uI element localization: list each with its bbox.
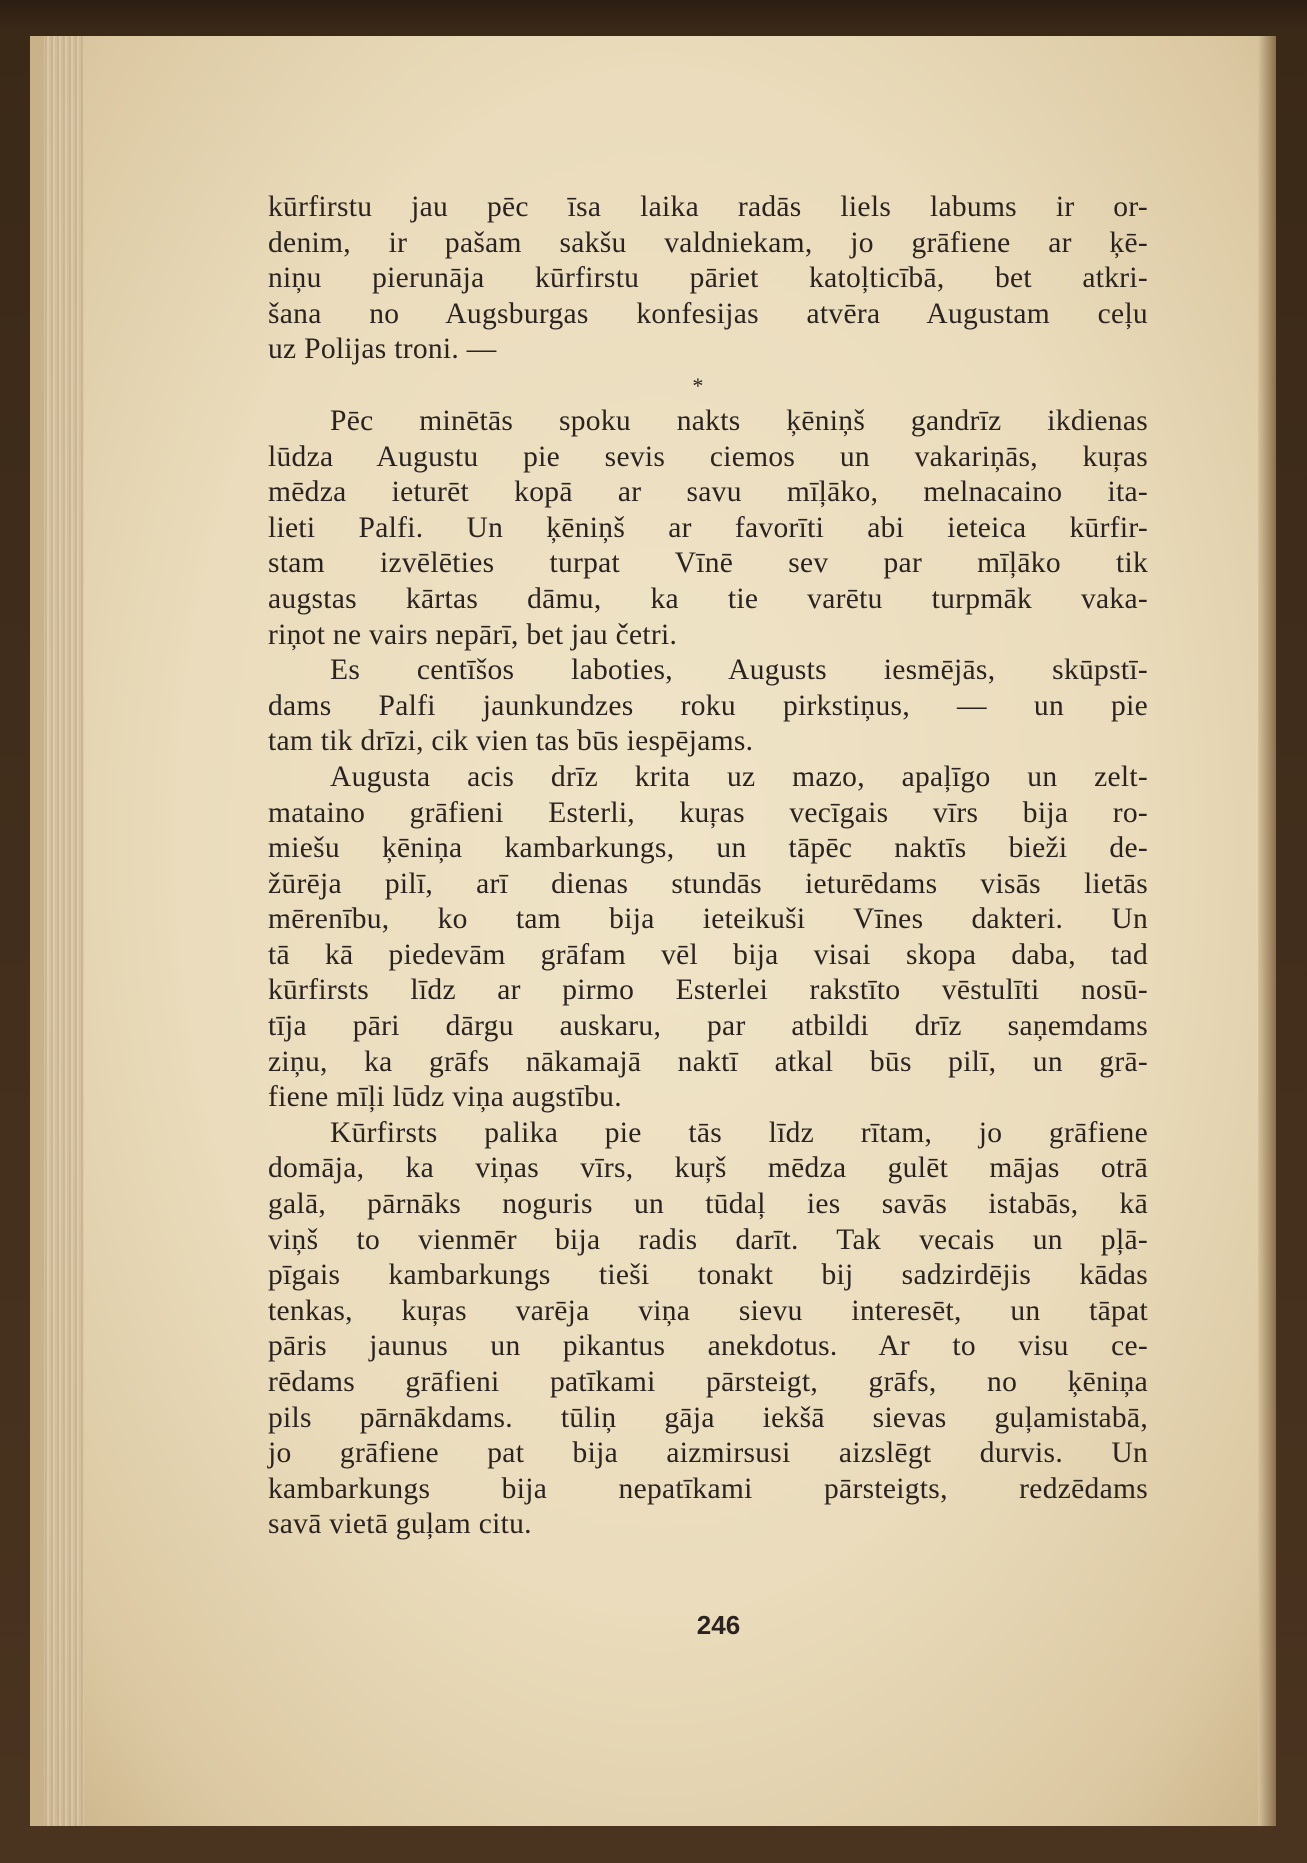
text-line: Pēc minētās spoku nakts ķēniņš gandrīz ikdienas	[330, 404, 1148, 437]
page-number-text: 246	[696, 1610, 741, 1640]
text-line: savā vietā guļam citu.	[268, 1508, 532, 1541]
text-line: fiene mīļi lūdz viņa augstību.	[268, 1081, 622, 1114]
paragraph-2	[268, 404, 1148, 653]
paragraph-4	[268, 760, 1148, 1116]
body-text	[268, 190, 1148, 1543]
text-line: rēdams grāfieni patīkami pārsteigt, grāfs, no ķēniņa	[268, 1366, 1148, 1398]
text-line: kūrfirstu jau pēc īsa laika radās liels labums ir or-	[268, 191, 1148, 223]
text-line: augstas kārtas dāmu, ka tie varētu turpmāk vaka-	[268, 582, 1148, 615]
text-line: mēdza ieturēt kopā ar savu mīļāko, melnacaino ita-	[268, 476, 1148, 509]
text-line: kambarkungs bija nepatīkami pārsteigts, redzēdams	[268, 1472, 1148, 1505]
text-line: lieti Palfi. Un ķēniņš ar favorīti abi ieteica kūrfir-	[268, 511, 1148, 544]
text-line: pīgais kambarkungs tieši tonakt bij sadzirdējis kādas	[268, 1259, 1148, 1292]
text-line: mērenību, ko tam bija ieteikuši Vīnes dakteri. Un	[268, 903, 1148, 936]
text-line: riņot ne vairs nepārī, bet jau četri.	[268, 618, 678, 651]
text-line: žūrēja pilī, arī dienas stundās ieturēdams visās lietās	[268, 867, 1148, 900]
text-line: mataino grāfieni Esterli, kuŗas vecīgais vīrs bija ro-	[268, 796, 1148, 829]
text-line: galā, pārnāks noguris un tūdaļ ies savās istabās, kā	[268, 1188, 1148, 1221]
paragraph-3	[268, 653, 1148, 760]
text-line: Augusta acis drīz krita uz mazo, apaļīgo un zelt-	[330, 760, 1148, 793]
text-line: lūdza Augustu pie sevis ciemos un vakariņās, kuŗas	[268, 440, 1148, 473]
text-line: pāris jaunus un pikantus anekdotus. Ar to visu ce-	[268, 1330, 1148, 1363]
text-line: pils pārnākdams. tūliņ gāja iekšā sievas guļamistabā,	[268, 1401, 1148, 1434]
text-line: tam tik drīzi, cik vien tas būs iespējams.	[268, 725, 754, 758]
text-line: stam izvēlēties turpat Vīnē sev par mīļāko tik	[268, 547, 1148, 580]
text-line: dams Palfi jaunkundzes roku pirkstiņus, — un pie	[268, 689, 1148, 722]
text-line: denim, ir pašam sakšu valdniekam, jo grāfiene ar ķē-	[268, 226, 1148, 259]
text-line: uz Polijas troni. —	[268, 333, 497, 366]
page-number	[0, 1610, 1307, 1641]
section-separator: *	[692, 372, 704, 398]
text-line: Kūrfirsts palika pie tās līdz rītam, jo grāfiene	[330, 1116, 1148, 1149]
page-right-edge	[1258, 36, 1276, 1826]
paragraph-intro	[268, 190, 1148, 368]
text-line: viņš to vienmēr bija radis darīt. Tak vecais un pļā-	[268, 1223, 1148, 1256]
text-line: šana no Augsburgas konfesijas atvēra Augustam ceļu	[268, 297, 1148, 330]
text-line: domāja, ka viņas vīrs, kuŗš mēdza gulēt mājas otrā	[268, 1152, 1148, 1185]
text-line: Es centīšos laboties, Augusts iesmējās, skūpstī-	[330, 654, 1148, 687]
text-line: jo grāfiene pat bija aizmirsusi aizslēgt durvis. Un	[268, 1437, 1148, 1470]
text-line: miešu ķēniņa kambarkungs, un tāpēc naktīs bieži de-	[268, 832, 1148, 865]
text-line: niņu pierunāja kūrfirstu pāriet katoļticībā, bet atkri-	[268, 262, 1148, 295]
text-line: tā kā piedevām grāfam vēl bija visai skopa daba, tad	[268, 938, 1148, 971]
page-stack-edges	[44, 36, 84, 1826]
text-line: kūrfirsts līdz ar pirmo Esterlei rakstīto vēstulīti nosū-	[268, 974, 1148, 1007]
paragraph-5	[268, 1116, 1148, 1543]
text-line: tenkas, kuŗas varēja viņa sievu interesēt, un tāpat	[268, 1294, 1148, 1327]
text-line: tīja pāri dārgu auskaru, par atbildi drīz saņemdams	[268, 1010, 1148, 1043]
text-line: ziņu, ka grāfs nākamajā naktī atkal būs pilī, un grā-	[268, 1045, 1148, 1078]
